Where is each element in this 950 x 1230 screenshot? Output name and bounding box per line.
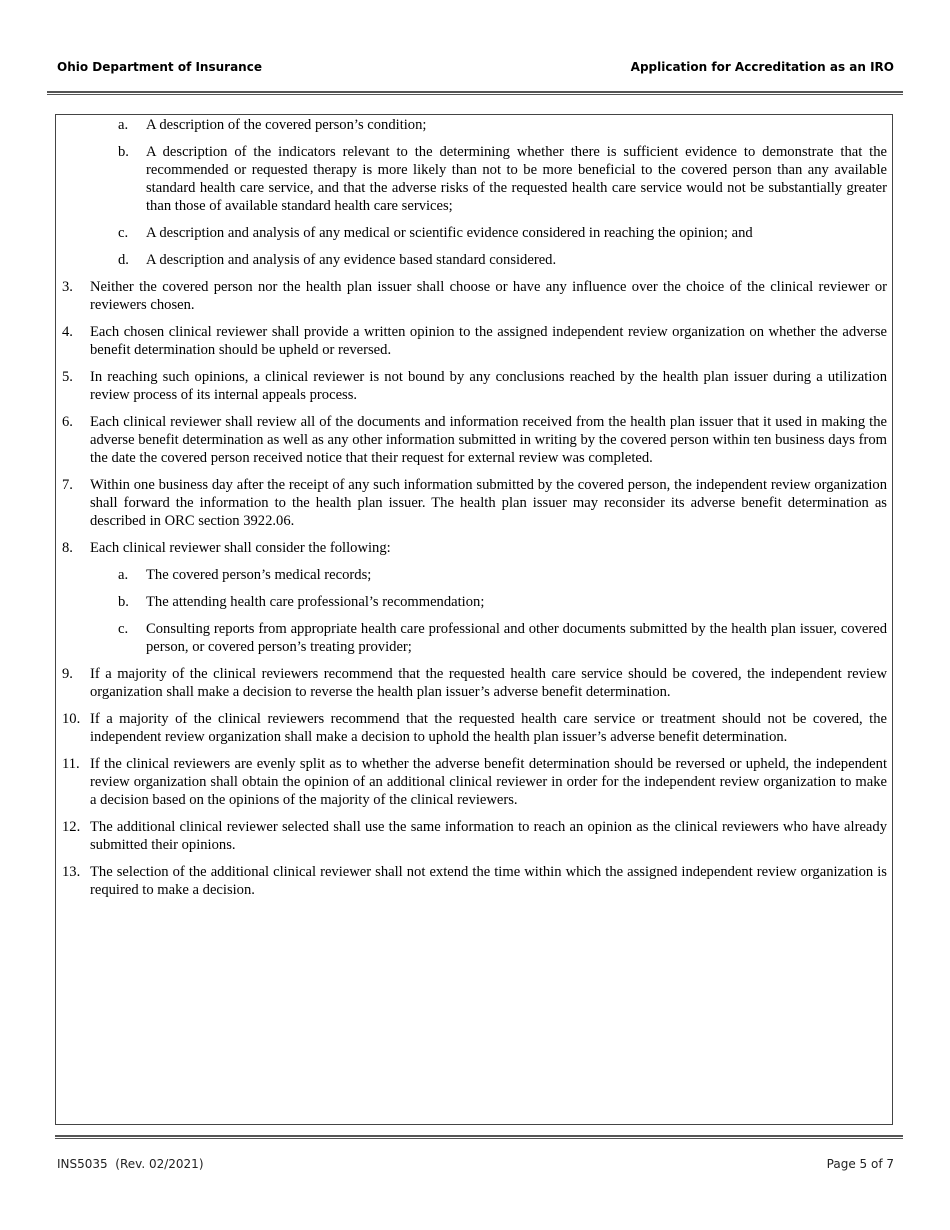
list-item-text: Each clinical reviewer shall consider the following: bbox=[90, 540, 391, 556]
list-item-text: The selection of the additional clinical reviewer shall not extend the time within which the assigned independent review organization is required to make a decision. bbox=[90, 864, 887, 898]
sub-item: a. A description of the covered person’s condition; bbox=[118, 117, 427, 133]
sub-item: b. The attending health care professional’s recommendation; bbox=[118, 594, 485, 610]
sub-item: a. The covered person’s medical records; bbox=[118, 567, 372, 583]
numbered-list-a bbox=[56, 278, 887, 557]
sub-item-text: A description of the covered person’s condition; bbox=[146, 117, 427, 133]
sub-item-text: The attending health care professional’s recommendation; bbox=[146, 594, 485, 610]
list-item: 7. Within one business day after the receipt of any such information submitted by the covered person, the independent review organization shall forward the information to the health plan issuer. The health plan issuer may reconsider its adverse benefit determination as described in ORC section 3922.06. bbox=[62, 477, 887, 529]
list-item: 13. The selection of the additional clinical reviewer shall not extend the time within which the assigned independent review organization is required to make a decision. bbox=[62, 864, 887, 898]
list-item: 10. If a majority of the clinical reviewers recommend that the requested health care service or treatment should not be covered, the independent review organization shall make a decision to uphold the health plan issuer’s adverse benefit determination. bbox=[62, 711, 887, 745]
list-item-text: Neither the covered person nor the health plan issuer shall choose or have any influence over the choice of the clinical reviewer or reviewers chosen. bbox=[90, 279, 887, 313]
sub-list-8 bbox=[56, 566, 887, 656]
list-item-text: If a majority of the clinical reviewers recommend that the requested health care service or treatment should not be covered, the independent review organization shall make a decision to uphold the health plan issuer’s adverse benefit determination. bbox=[90, 711, 887, 745]
sub-item: c. A description and analysis of any medical or scientific evidence considered in reaching the opinion; and bbox=[118, 225, 753, 241]
sub-item: c. Consulting reports from appropriate health care professional and other documents submitted by the health plan issuer, covered person, or covered person’s treating provider; bbox=[118, 621, 887, 655]
sub-item: d. A description and analysis of any evidence based standard considered. bbox=[118, 252, 557, 268]
header-agency: Ohio Department of Insurance bbox=[57, 60, 262, 74]
list-item: 8. Each clinical reviewer shall consider the following: bbox=[62, 540, 391, 556]
list-item: 6. Each clinical reviewer shall review all of the documents and information received from the health plan issuer that it used in making the adverse benefit determination as well as any other information submitted in writing by the covered person within ten business days from the date the covered person received notice that their request for external review was completed. bbox=[62, 414, 887, 466]
list-item-text: If a majority of the clinical reviewers recommend that the requested health care service should be covered, the independent review organization shall make a decision to reverse the health plan issuer’s adverse benefit determination. bbox=[90, 666, 887, 700]
list-item-text: Each chosen clinical reviewer shall provide a written opinion to the assigned independent review organization on whether the adverse benefit determination should be upheld or reversed. bbox=[90, 324, 887, 358]
sub-item-text: The covered person’s medical records; bbox=[146, 567, 372, 583]
list-item-text: Within one business day after the receipt of any such information submitted by the covered person, the independent review organization shall forward the information to the health plan issuer. The health plan issuer may reconsider its adverse benefit determination as described in ORC section 3922.06. bbox=[90, 477, 887, 529]
footer-divider bbox=[55, 1135, 903, 1139]
sub-item-text: A description and analysis of any evidence based standard considered. bbox=[146, 252, 557, 268]
list-item: 9. If a majority of the clinical reviewers recommend that the requested health care service should be covered, the independent review organization shall make a decision to reverse the health plan issuer’s adverse benefit determination. bbox=[62, 666, 887, 700]
list-item: 5. In reaching such opinions, a clinical reviewer is not bound by any conclusions reached by the health plan issuer during a utilization review process of its internal appeals process. bbox=[62, 369, 887, 403]
document-body bbox=[56, 116, 887, 908]
sub-item-text: A description of the indicators relevant to the determining whether there is sufficient evidence to demonstrate that the recommended or requested therapy is more likely than not to be more beneficial to the covered person than any available standard health care service, and that the adverse risks of the requested health care service would not be substantially greater than those of available standard health care services; bbox=[146, 144, 887, 214]
sub-item: b. A description of the indicators relevant to the determining whether there is sufficient evidence to demonstrate that the recommended or requested therapy is more likely than not to be more beneficial to the covered person than any available standard health care service, and that the adverse risks of the requested health care service would not be substantially greater than those of available standard health care services; bbox=[118, 144, 887, 214]
numbered-list-b bbox=[56, 665, 887, 899]
header-form-title: Application for Accreditation as an IRO bbox=[630, 60, 894, 74]
sub-list-top bbox=[56, 116, 887, 269]
list-item-text: If the clinical reviewers are evenly split as to whether the adverse benefit determination should be reversed or upheld, the independent review organization shall obtain the opinion of an additional clinical reviewer in order for the independent review organization to make a decision based on the opinions of the majority of the clinical reviewers. bbox=[90, 756, 887, 808]
list-item: 4. Each chosen clinical reviewer shall provide a written opinion to the assigned independent review organization on whether the adverse benefit determination should be upheld or reversed. bbox=[62, 324, 887, 358]
sub-item-text: Consulting reports from appropriate health care professional and other documents submitted by the health plan issuer, covered person, or covered person’s treating provider; bbox=[146, 621, 887, 655]
list-item: 3. Neither the covered person nor the health plan issuer shall choose or have any influence over the choice of the clinical reviewer or reviewers chosen. bbox=[62, 279, 887, 313]
page-number: Page 5 of 7 bbox=[826, 1157, 894, 1171]
list-item: 12. The additional clinical reviewer selected shall use the same information to reach an opinion as the clinical reviewers who have already submitted their opinions. bbox=[62, 819, 887, 853]
list-item-text: The additional clinical reviewer selected shall use the same information to reach an opinion as the clinical reviewers who have already submitted their opinions. bbox=[90, 819, 887, 853]
sub-item-text: A description and analysis of any medical or scientific evidence considered in reaching the opinion; and bbox=[146, 225, 753, 241]
header-divider bbox=[47, 91, 903, 95]
list-item-text: Each clinical reviewer shall review all of the documents and information received from the health plan issuer that it used in making the adverse benefit determination as well as any other information submitted in writing by the covered person within ten business days from the date the covered person received notice that their request for external review was completed. bbox=[90, 414, 887, 466]
list-item-text: In reaching such opinions, a clinical reviewer is not bound by any conclusions reached by the health plan issuer during a utilization review process of its internal appeals process. bbox=[90, 369, 887, 403]
list-item: 11. If the clinical reviewers are evenly split as to whether the adverse benefit determination should be reversed or upheld, the independent review organization shall obtain the opinion of an additional clinical reviewer in order for the independent review organization to make a decision based on the opinions of the majority of the clinical reviewers. bbox=[62, 756, 887, 808]
form-number: INS5035 (Rev. 02/2021) bbox=[57, 1157, 204, 1171]
